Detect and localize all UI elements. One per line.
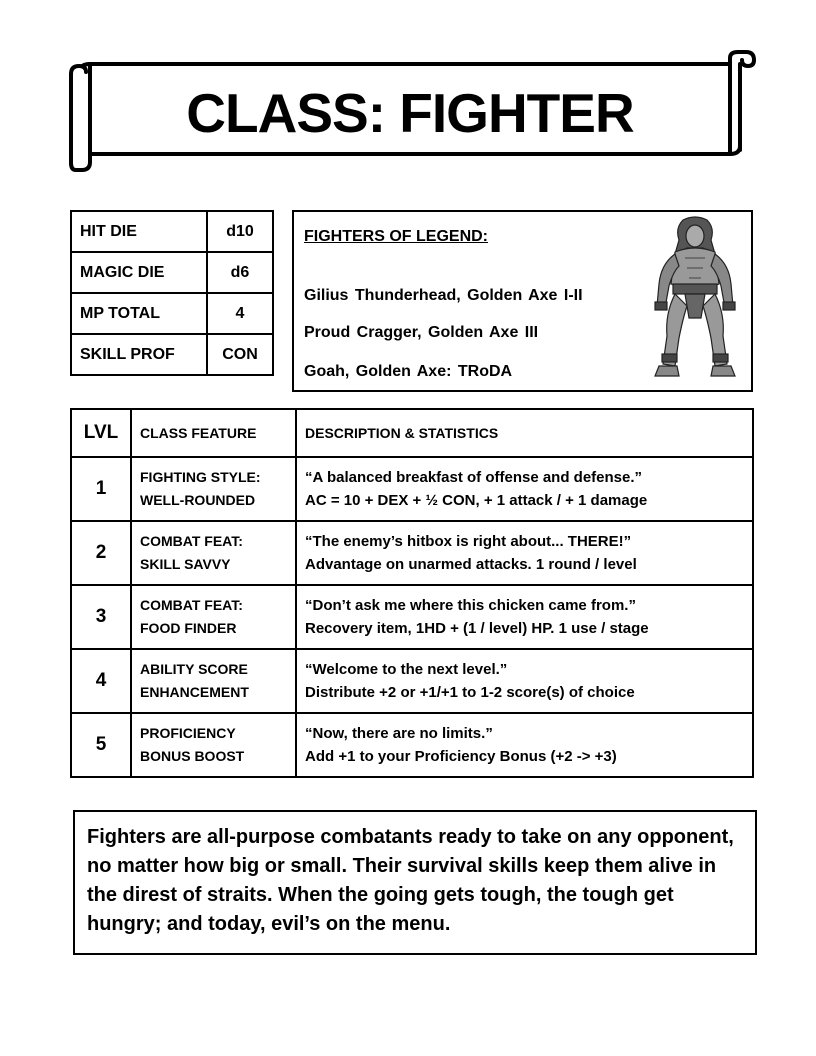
legend-item: Gilius Thunderhead, Golden Axe I-II	[304, 287, 583, 304]
class-feature	[131, 521, 296, 585]
feature-quote: “Welcome to the next level.”	[305, 661, 508, 678]
table-row	[71, 649, 753, 713]
stat-value: d6	[207, 252, 273, 293]
feature-line: COMBAT FEAT:	[140, 533, 243, 549]
fighter-illustration	[645, 214, 743, 386]
level-number: 3	[71, 585, 131, 649]
level-number: 2	[71, 521, 131, 585]
feature-description	[296, 713, 753, 777]
feature-stats: Advantage on unarmed attacks. 1 round / level	[305, 556, 637, 573]
level-number: 1	[71, 457, 131, 521]
class-feature	[131, 585, 296, 649]
stat-row-mp-total	[71, 293, 273, 334]
feature-quote: “Now, there are no limits.”	[305, 725, 493, 742]
stat-value: d10	[207, 211, 273, 252]
stat-row-hit-die	[71, 211, 273, 252]
stat-value: 4	[207, 293, 273, 334]
stat-label: MAGIC DIE	[71, 252, 207, 293]
feature-quote: “The enemy’s hitbox is right about... THERE!”	[305, 533, 632, 550]
feature-description	[296, 521, 753, 585]
feature-description	[296, 649, 753, 713]
feature-line: WELL-ROUNDED	[140, 492, 256, 508]
feature-stats: Distribute +2 or +1/+1 to 1-2 score(s) of choice	[305, 684, 635, 701]
feature-stats: Recovery item, 1HD + (1 / level) HP. 1 use / stage	[305, 620, 649, 637]
feature-line: BONUS BOOST	[140, 748, 245, 764]
feature-line: ENHANCEMENT	[140, 684, 249, 700]
feature-line: PROFICIENCY	[140, 725, 236, 741]
table-row	[71, 585, 753, 649]
class-feature	[131, 457, 296, 521]
feature-line: ABILITY SCORE	[140, 661, 248, 677]
feature-line: FOOD FINDER	[140, 620, 237, 636]
page-title: CLASS: FIGHTER	[186, 82, 634, 144]
header-description: DESCRIPTION & STATISTICS	[296, 409, 753, 457]
class-feature	[131, 649, 296, 713]
feature-line: SKILL SAVVY	[140, 556, 231, 572]
level-number: 4	[71, 649, 131, 713]
header-lvl: LVL	[71, 409, 131, 457]
feature-description	[296, 457, 753, 521]
feature-stats: Add +1 to your Proficiency Bonus (+2 -> +3)	[305, 748, 617, 765]
fighters-of-legend-box	[292, 210, 753, 392]
table-row	[71, 457, 753, 521]
table-row	[71, 713, 753, 777]
stat-row-magic-die	[71, 252, 273, 293]
class-feature	[131, 713, 296, 777]
class-levels-table	[70, 408, 754, 778]
legend-heading: FIGHTERS OF LEGEND:	[304, 228, 488, 245]
stat-label: MP TOTAL	[71, 293, 207, 334]
feature-stats: AC = 10 + DEX + ½ CON, + 1 attack / + 1 damage	[305, 492, 648, 509]
header-class-feature: CLASS FEATURE	[131, 409, 296, 457]
feature-quote: “A balanced breakfast of offense and defense.”	[305, 469, 643, 486]
stat-row-skill-prof	[71, 334, 273, 375]
stat-value: CON	[207, 334, 273, 375]
levels-header-row	[71, 409, 753, 457]
class-stats-table	[70, 210, 274, 376]
legend-item: Proud Cragger, Golden Axe III	[304, 324, 539, 341]
level-number: 5	[71, 713, 131, 777]
feature-line: COMBAT FEAT:	[140, 597, 243, 613]
feature-quote: “Don’t ask me where this chicken came from.”	[305, 597, 636, 614]
table-row	[71, 521, 753, 585]
feature-line: FIGHTING STYLE:	[140, 469, 261, 485]
legend-item: Goah, Golden Axe: TRoDA	[304, 363, 513, 380]
stat-label: SKILL PROF	[71, 334, 207, 375]
class-description-box: Fighters are all-purpose combatants ready to take on any opponent, no matter how big or small. Their survival skills keep them alive in the direst of straits. When the going gets tough, the tough get hungry; and today, evil’s on the menu.	[73, 810, 757, 955]
feature-description	[296, 585, 753, 649]
stat-label: HIT DIE	[71, 211, 207, 252]
